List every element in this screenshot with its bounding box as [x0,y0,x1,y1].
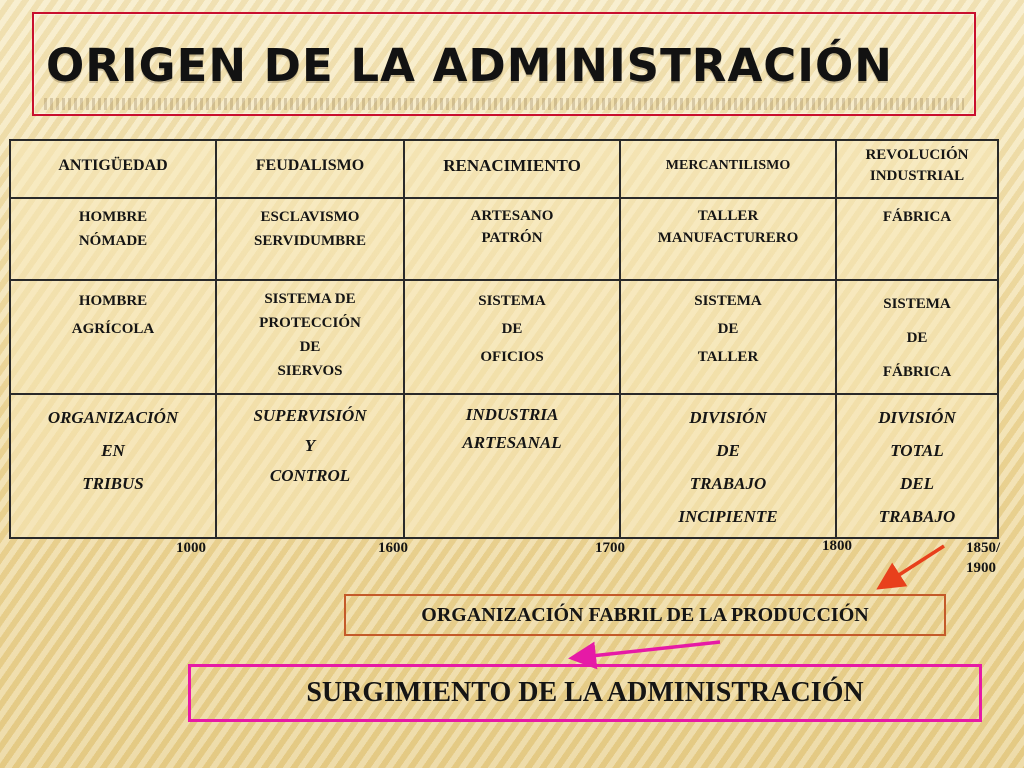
surgimiento-text: SURGIMIENTO DE LA ADMINISTRACIÓN [306,677,864,708]
cell-line: SISTEMA [883,296,951,312]
cell-line: OFICIOS [480,349,544,365]
cell-line: HOMBRE [78,209,148,225]
cell-line: TRABAJO [878,507,956,526]
cell-line: TALLER [697,208,759,224]
year-label-1800: 1800 [822,538,852,554]
fabril-text: ORGANIZACIÓN FABRIL DE LA PRODUCCIÓN [421,603,869,626]
year-line: 1850/ [966,540,1001,556]
cell-line: DEL [900,474,934,493]
cell-line: DE [906,330,928,346]
cell-line: AGRÍCOLA [71,321,155,337]
cell-line: ORGANIZACIÓN [47,408,179,427]
cell-line: FÁBRICA [882,364,952,380]
cell-line: PATRÓN [481,230,543,246]
cell-line: TRABAJO [689,474,767,493]
cell-line: ARTESANAL [462,433,562,452]
cell-line: RENACIMIENTO [443,156,581,175]
cell-line: SUPERVISIÓN [253,406,367,425]
fabril-box [344,594,946,636]
cell-line: EN [101,441,125,460]
cell-line: ARTESANO [470,208,554,224]
cell-line: SISTEMA [478,293,546,309]
cell-line: Y [304,436,316,455]
cell-line: NÓMADE [78,233,148,249]
cell-line: SIERVOS [277,363,343,379]
cell-line: ESCLAVISMO [260,209,360,225]
slide-title: ORIGEN DE LA ADMINISTRACIÓN [46,39,893,92]
cell-line: INDUSTRIAL [869,168,965,184]
cell-line: MERCANTILISMO [665,158,791,173]
cell-line: TOTAL [890,441,944,460]
cell-line: TRIBUS [82,474,144,493]
cell-line: DE [716,441,740,460]
cell-line: DE [501,321,523,337]
year-label-1700: 1700 [595,540,625,556]
cell-line: INCIPIENTE [678,507,778,526]
cell-line: ANTIGÜEDAD [58,157,168,174]
cell-line: TALLER [697,349,759,365]
year-label-1600: 1600 [378,540,408,556]
cell-line: DIVISIÓN [878,408,956,427]
cell-line: INDUSTRIA [465,405,559,424]
cell-line: FÁBRICA [882,209,952,225]
cell-line: HOMBRE [78,293,148,309]
cell-line: DIVISIÓN [689,408,767,427]
cell-line: CONTROL [269,466,351,485]
cell-line: FEUDALISMO [255,157,365,174]
cell-line: DE [299,339,321,355]
cell-line: REVOLUCIÓN [865,147,969,163]
cell-line: DE [717,321,739,337]
arrow-magenta-icon [582,642,720,657]
arrow-orange-icon [888,546,944,582]
cell-line: MANUFACTURERO [657,230,799,246]
year-label-1000: 1000 [176,540,206,556]
cell-line: SISTEMA DE [264,291,356,307]
cell-line: SISTEMA [694,293,762,309]
year-line: 1900 [966,560,996,576]
cell-line: SERVIDUMBRE [254,233,366,249]
surgimiento-box [188,664,982,722]
cell-line: PROTECCIÓN [259,315,361,331]
